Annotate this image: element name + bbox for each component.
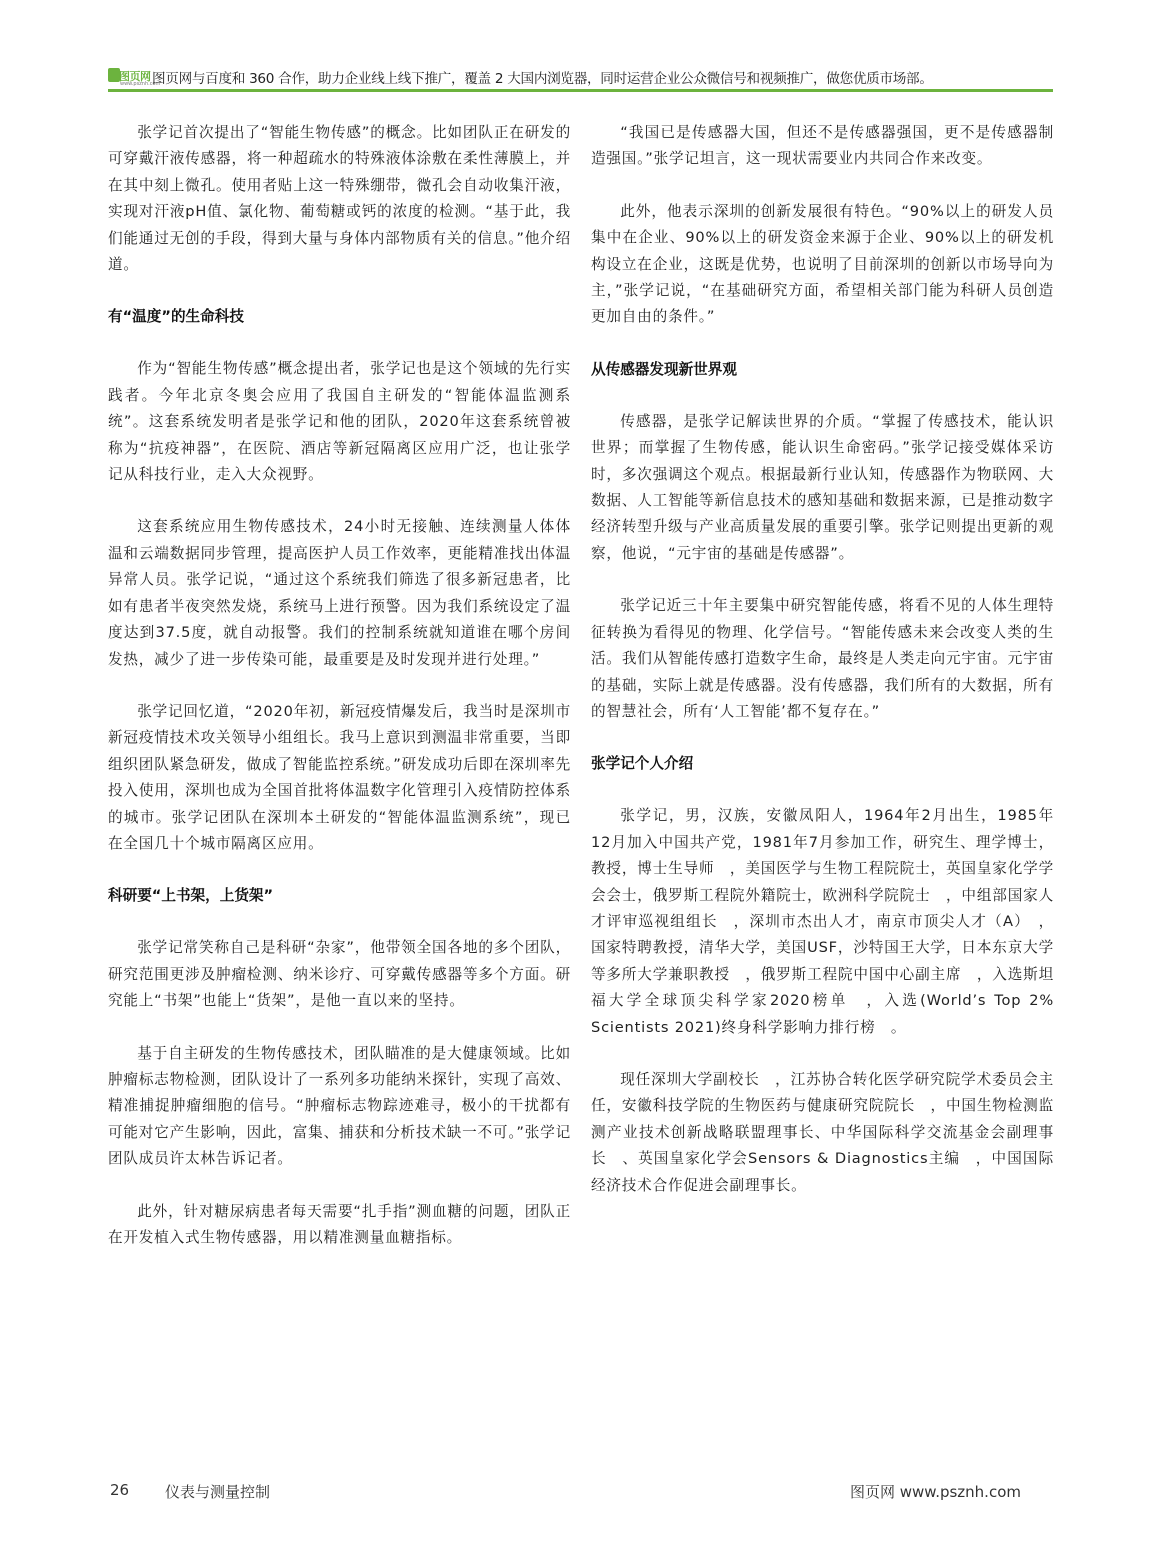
site-logo	[108, 66, 161, 87]
left-column	[108, 120, 571, 1277]
paragraph: 此外，他表示深圳的创新发展很有特色。“90%以上的研发人员集中在企业、90%以上的研发资金来源于企业、90%以上的研发机构设立在企业，这既是优势，也说明了目前深圳的创新以市场导向为主，”张学记说，“在基础研究方面，希望相关部门能为科研人员创造更加自由的条件。”	[591, 202, 1054, 326]
right-column	[591, 120, 1054, 1225]
page-number: 26	[110, 1481, 130, 1499]
section-heading: 有“温度”的生命科技	[108, 308, 244, 326]
logo-text: 图页网	[119, 70, 151, 83]
paragraph: 现任深圳大学副校长 ，江苏协合转化医学研究院学术委员会主任，安徽科技学院的生物医药与健康研究院院长 ，中国生物检测监测产业技术创新战略联盟理事长、中华国际科学交流基金会副理事长 、英国皇家化学会Sensors & Diagnostics主编 ，中国国际经济技术合作促进会副理事长。	[591, 1070, 1054, 1194]
paragraph: 这套系统应用生物传感技术，24小时无接触、连续测量人体体温和云端数据同步管理，提高医护人员工作效率，更能精准找出体温异常人员。张学记说，“通过这个系统我们筛选了很多新冠患者，比如有患者半夜突然发烧，系统马上进行预警。因为我们系统设定了温度达到37.5度，就自动报警。我们的控制系统就知道谁在哪个房间发热，减少了进一步传染可能，最重要是及时发现并进行处理。”	[108, 518, 571, 668]
paragraph: 张学记近三十年主要集中研究智能传感，将看不见的人体生理特征转换为看得见的物理、化学信号。“智能传感未来会改变人类的生活。我们从智能传感打造数字生命，最终是人类走向元宇宙。元宇宙的基础，实际上就是传感器。没有传感器，我们所有的大数据，所有的智慧社会，所有‘人工智能’都不复存在。”	[591, 597, 1054, 720]
paragraph: 传感器，是张学记解读世界的介质。“掌握了传感技术，能认识世界；而掌握了生物传感，能认识生命密码。”张学记接受媒体采访时，多次强调这个观点。根据最新行业认知，传感器作为物联网、大数据、人工智能等新信息技术的感知基础和数据来源，已是推动数字经济转型升级与产业高质量发展的重要引擎。张学记则提出更新的观察，他说，“元宇宙的基础是传感器”。	[591, 412, 1054, 562]
footer-site-link[interactable]: 图页网 www.psznh.com	[850, 1483, 1021, 1501]
paragraph: 作为“智能生物传感”概念提出者，张学记也是这个领域的先行实践者。今年北京冬奥会应用了我国自主研发的“智能体温监测系统”。这套系统发明者是张学记和他的团队，2020年这套系统曾被称为“抗疫神器”，在医院、酒店等新冠隔离区应用广泛，也让张学记从科技行业，走入大众视野。	[108, 360, 571, 484]
section-heading: 科研要“上书架，上货架”	[108, 887, 274, 905]
paragraph: 张学记，男，汉族，安徽凤阳人，1964年2月出生，1985年12月加入中国共产党，1981年7月参加工作，研究生、理学博士，教授，博士生导师 ，美国医学与生物工程院院士，英国皇家化学学会会士，俄罗斯工程院外籍院士，欧洲科学院院士 ，中组部国家人才评审巡视组组长 ，深圳市杰出人才，南京市顶尖人才（A） ，国家特聘教授，清华大学，美国USF，沙特国王大学，日本东京大学等多所大学兼职教授 ，俄罗斯工程院中国中心副主席 ，入选斯坦福大学全球顶尖科学家2020榜单 ，入选(World’s Top 2% Scientists 2021)终身科学影响力排行榜 。	[591, 807, 1054, 1036]
header-banner-text: 图页网与百度和 360 合作，助力企业线上线下推广，覆盖 2 大国内浏览器，同时运营企业公众微信号和视频推广，做您优质市场部。	[152, 71, 933, 87]
paragraph: “我国已是传感器大国，但还不是传感器强国，更不是传感器制造强国。”张学记坦言，这一现状需要业内共同合作来改变。	[591, 124, 1054, 168]
section-heading: 张学记个人介绍	[591, 755, 694, 773]
section-heading: 从传感器发现新世界观	[591, 360, 737, 378]
paragraph: 张学记常笑称自己是科研“杂家”，他带领全国各地的多个团队，研究范围更涉及肿瘤检测、纳米诊疗、可穿戴传感器等多个方面。研究能上“书架”也能上“货架”，是他一直以来的坚持。	[108, 939, 571, 1010]
page-header	[108, 64, 1053, 94]
logo-subtext: www.psznh.com	[120, 81, 161, 87]
paragraph: 张学记回忆道，“2020年初，新冠疫情爆发后，我当时是深圳市新冠疫情技术攻关领导小组组长。我马上意识到测温非常重要，当即组织团队紧急研发，做成了智能监控系统。”研发成功后即在深圳率先投入使用，深圳也成为全国首批将体温数字化管理引入疫情防控体系的城市。张学记团队在深圳本土研发的“智能体温监测系统”，现已在全国几十个城市隔离区应用。	[108, 702, 571, 852]
paragraph: 基于自主研发的生物传感技术，团队瞄准的是大健康领域。比如肿瘤标志物检测，团队设计了一系列多功能纳米探针，实现了高效、精准捕捉肿瘤细胞的信号。“肿瘤标志物踪迹难寻，极小的干扰都有可能对它产生影响，因此，富集、捕获和分析技术缺一不可。”张学记团队成员许太林告诉记者。	[108, 1044, 571, 1168]
paragraph: 此外，针对糖尿病患者每天需要“扎手指”测血糖的问题，团队正在开发植入式生物传感器，用以精准测量血糖指标。	[108, 1202, 571, 1246]
magazine-name: 仪表与测量控制	[165, 1483, 271, 1501]
header-divider	[108, 89, 1053, 92]
paragraph: 张学记首次提出了“智能生物传感”的概念。比如团队正在研发的可穿戴汗液传感器，将一种超疏水的特殊液体涂敷在柔性薄膜上，并在其中刻上微孔。使用者贴上这一特殊绷带，微孔会自动收集汗液，实现对汗液pH值、氯化物、葡萄糖或钙的浓度的检测。“基于此，我们能通过无创的手段，得到大量与身体内部物质有关的信息。”他介绍道。	[108, 124, 571, 274]
